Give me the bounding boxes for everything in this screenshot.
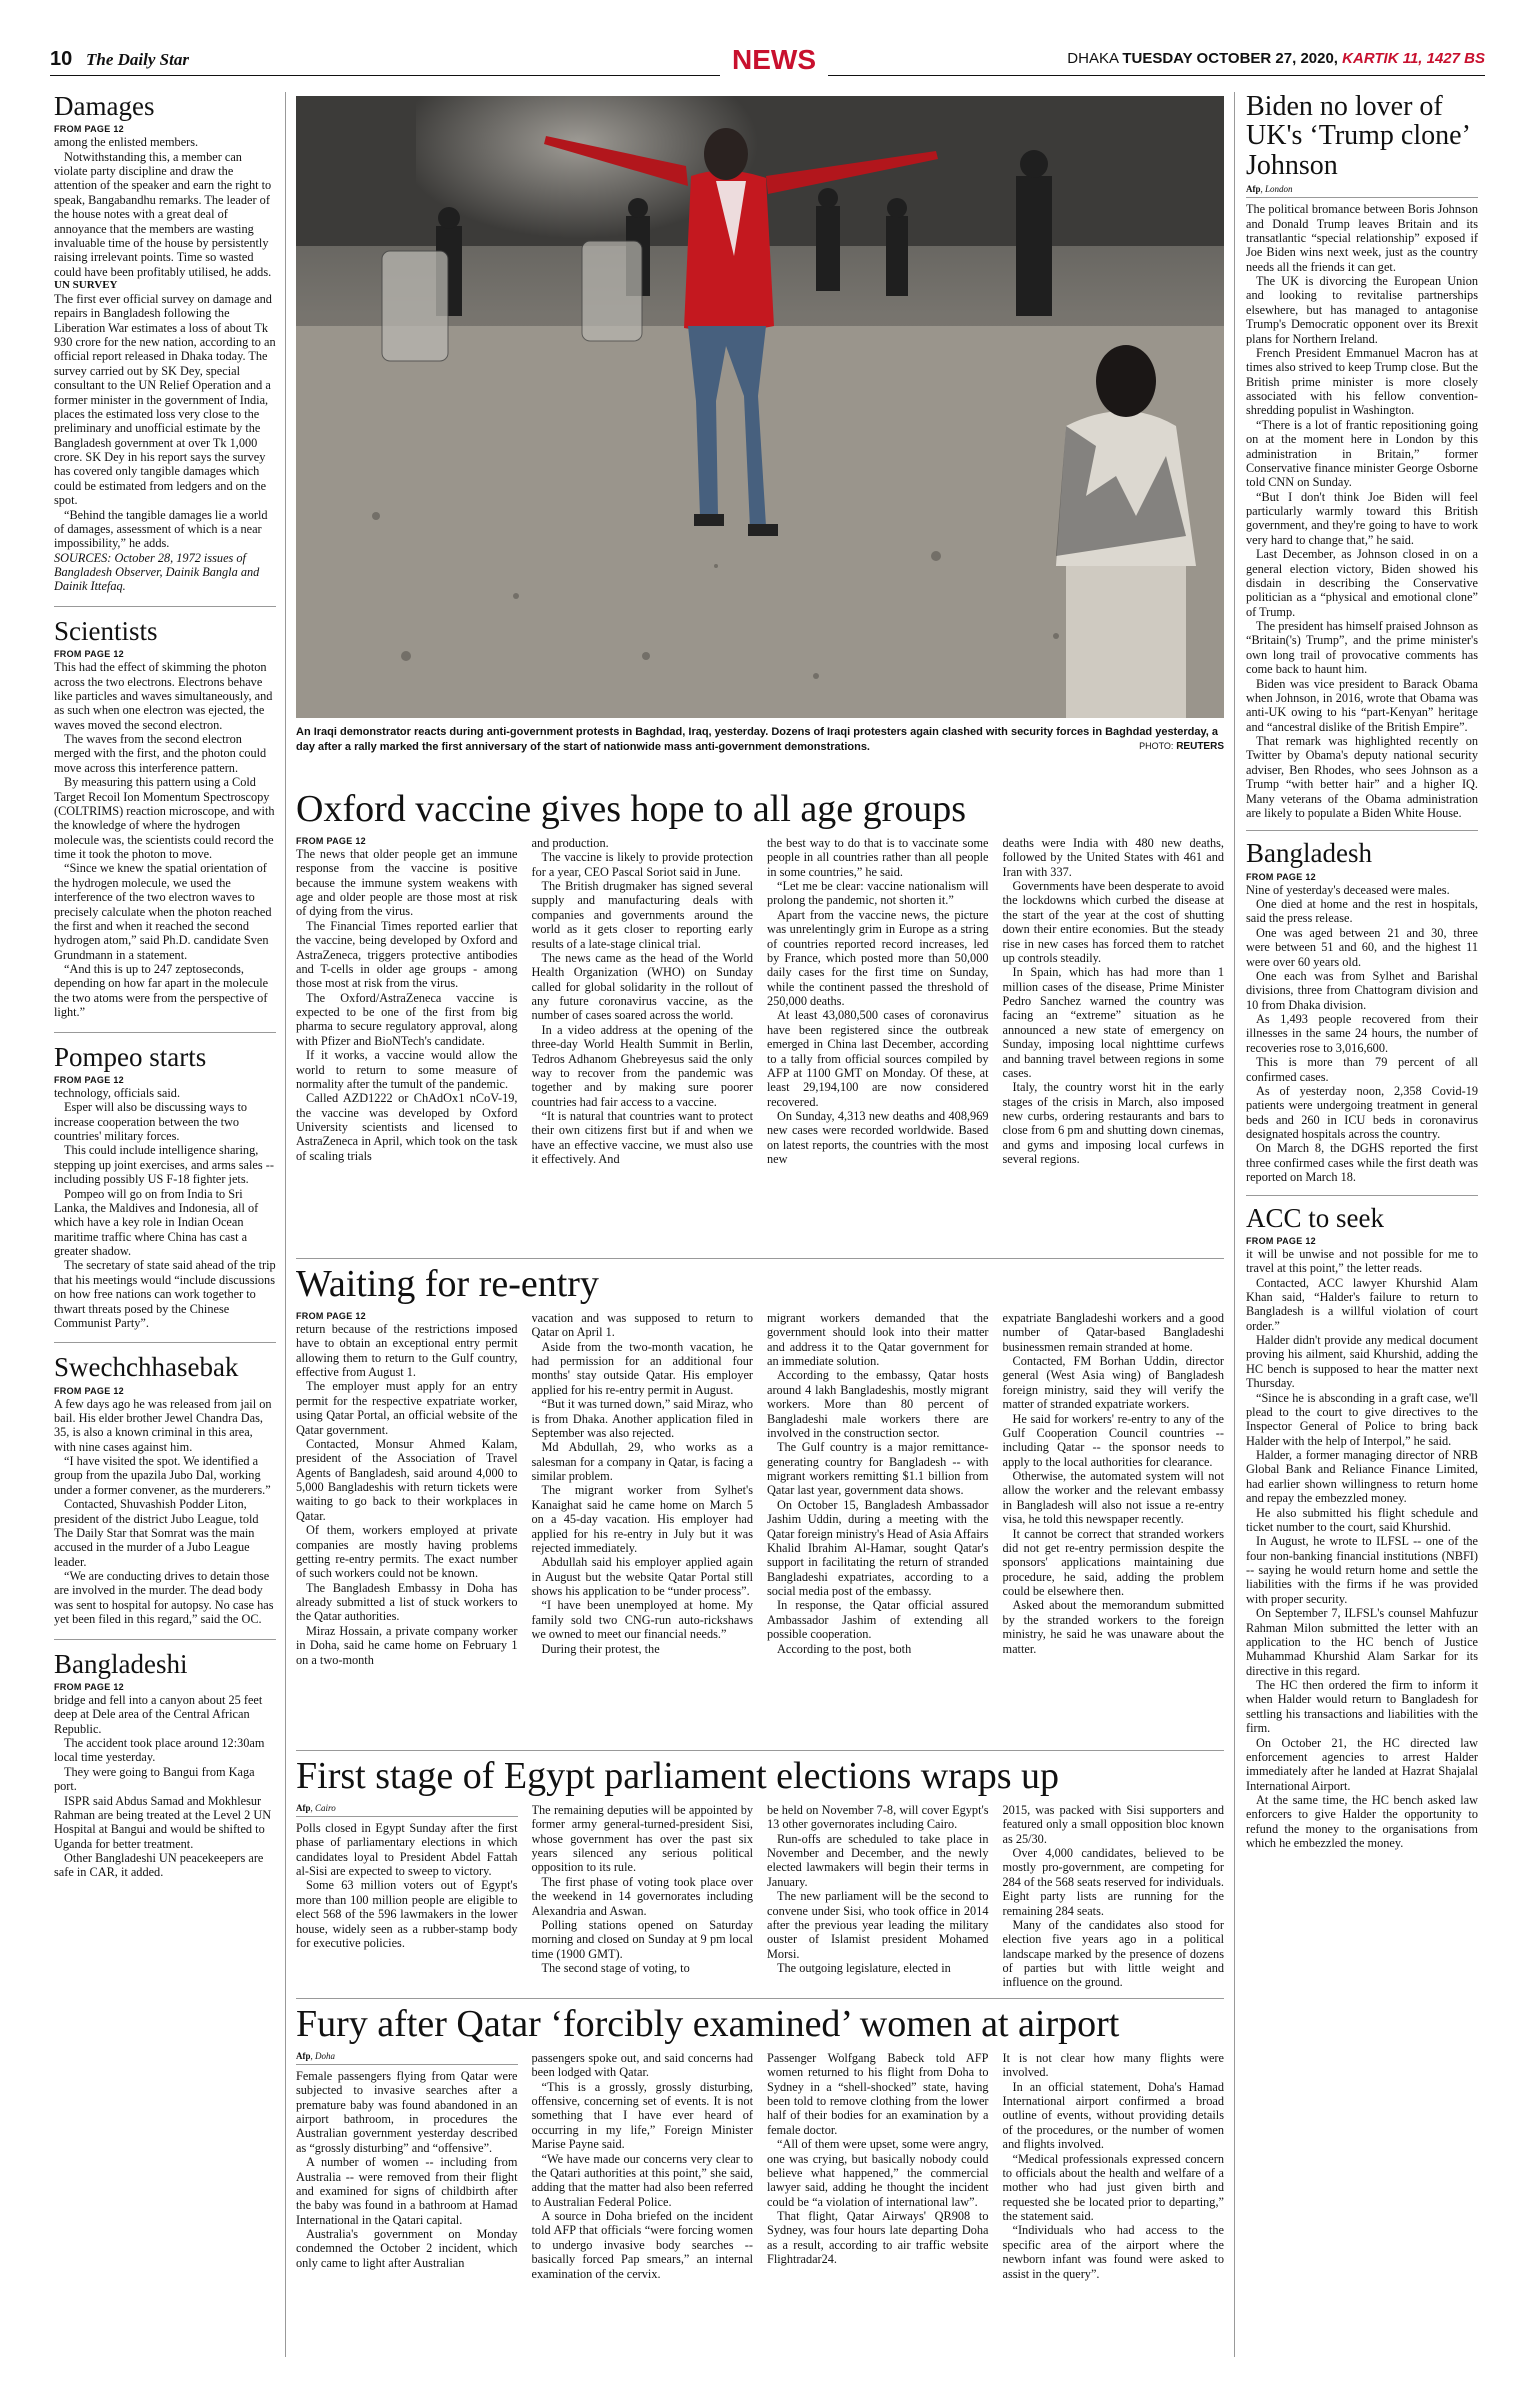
article-bangladeshi xyxy=(54,1650,276,1880)
paragraph: The vaccine is likely to provide protection for a year, CEO Pascal Soriot said in June. xyxy=(531,850,753,879)
paragraph: “We have made our concerns very clear to the Qatari authorities at this point,” she said, adding that the matter had also been referred to Australian Federal Police. xyxy=(531,2151,753,2209)
protest-photo-image xyxy=(296,96,1224,718)
paragraph: Governments have been desperate to avoid the lockdowns which curbed the disease at the start of the year at the cost of shutting down their entire economies. But the steady rise in new cases has forced them to ratchet up controls steadily. xyxy=(1002,879,1224,965)
paragraph: One each was from Sylhet and Barishal divisions, three from Chattogram division and 10 from Dhaka division. xyxy=(1246,968,1478,1012)
article-title: Fury after Qatar ‘forcibly examined’ women at airport xyxy=(296,2005,1120,2045)
paragraph: Contacted, Shuvashish Podder Liton, president of the district Jubo League, told The Daily Star that Somrat was the main accused in the murder of a Jubo League leader. xyxy=(54,1497,259,1569)
article-title: Oxford vaccine gives hope to all age groups xyxy=(296,790,967,830)
paragraph: In Spain, which has had more than 1 million cases of the disease, Prime Minister Pedro Sanchez warned the country was facing an “extreme” situation as he announced a new state of emergency on Sunday, imposing local nighttime curfews and banning travel between regions in some cases. xyxy=(1002,965,1224,1080)
paragraph: This is more than 79 percent of all confirmed cases. xyxy=(1246,1055,1478,1084)
paragraph: The Oxford/AstraZeneca vaccine is expected to be one of the first from big pharma to secure regulatory approval, along with Pfizer and BioNTech's candidate. xyxy=(296,990,518,1048)
paragraph: Aside from the two-month vacation, he had permission for an additional four months' stay outside Qatar. His employer applied for his re-entry permit in August. xyxy=(531,1339,753,1397)
paragraph: Last December, as Johnson closed in on a general election victory, Biden showed his disdain in describing the Conservative politician as a “physical and emotional clone” of Trump. xyxy=(1246,547,1478,619)
byline-agency: Afp xyxy=(1246,184,1261,195)
credit-label: PHOTO: xyxy=(1139,741,1174,752)
paragraph: be held on November 7-8, will cover Egypt's 13 other governorates including Cairo. xyxy=(767,1802,989,1832)
article-title: Biden no lover of UK's ‘Trump clone’ Johnson xyxy=(1246,92,1469,181)
text-column xyxy=(767,836,989,1167)
photo-credit xyxy=(1139,740,1224,754)
article-swechchhasebak xyxy=(54,1353,276,1626)
divider xyxy=(54,1032,276,1033)
text-column xyxy=(1003,1311,1225,1667)
paragraph: The political bromance between Boris Johnson and Donald Trump leaves Britain and its transatlantic “special relationship” exposed if Joe Biden wins next week, just as the country needs all the friends it can get. xyxy=(1246,202,1478,274)
paragraph: At the same time, the HC bench asked law enforcers to give Halder the opportunity to refund the money to the organisations from which he embezzled the money. xyxy=(1246,1793,1478,1851)
paragraph: The first ever official survey on damage and repairs in Bangladesh following the Liberation War estimates a loss of about Tk 930 crore for the new nation, according to an official report released in Dhaka today. The survey carried out by SK Dey, special consultant to the UN Relief Operation and a former minister in the government of India, places the estimated loss very close to the preliminary and unofficial estimate by the Bangladesh government at over Tk 1,000 crore. SK Dey in his report says the survey has covered only tangible damages which could be estimated from ledgers and on the spot. xyxy=(54,291,276,508)
paragraph: passengers spoke out, and said concerns had been lodged with Qatar. xyxy=(531,2050,753,2080)
from-page-kicker: FROM PAGE 12 xyxy=(54,1074,124,1085)
paragraph: technology, officials said. xyxy=(54,1085,181,1100)
paragraph: “I have been unemployed at home. My family sold two CNG-run auto-rickshaws we owned to meet our financial needs.” xyxy=(531,1598,753,1642)
article-damages xyxy=(54,92,276,594)
article-egypt-elections xyxy=(296,1757,1224,1997)
paragraph: Contacted, ACC lawyer Khurshid Alam Khan said, “Halder's failure to return to Bangladesh is a willful violation of court order.” xyxy=(1246,1275,1478,1333)
paragraph: During their protest, the xyxy=(541,1641,660,1656)
paragraph: A number of women -- including from Australia -- were removed from their flight and examined for signs of childbirth after the baby was found in a bathroom at Hamad International in the Qatari capital. xyxy=(296,2155,518,2227)
sources-note: SOURCES: October 28, 1972 issues of Bangladesh Observer, Dainik Bangla and Dainik Ittefaq. xyxy=(54,550,260,594)
paragraph: Polls closed in Egypt Sunday after the first phase of parliamentary elections in which candidates loyal to President Abdel Fattah al-Sisi are expected to sweep to victory. xyxy=(296,1820,518,1879)
paragraph: In a video address at the opening of the three-day World Health Summit in Berlin, Tedros Adhanom Ghebreyesus said the only way to recover from the pandemic was together and by making sure poorer countries had fair access to a vaccine. xyxy=(531,1022,753,1109)
paragraph: It cannot be correct that stranded workers did not get re-entry permission despite the sponsors' applications maintaining due procedure, he said, adding the problem could be elsewhere then. xyxy=(1002,1526,1224,1599)
paragraph: Pompeo will go on from India to Sri Lanka, the Maldives and Indonesia, all of which have a key role in Indian Ocean maritime traffic where China has cast a greater shadow. xyxy=(54,1186,259,1259)
text-column xyxy=(767,2051,989,2281)
divider xyxy=(54,606,276,607)
paragraph: Asked about the memorandum submitted by the stranded workers to the foreign ministry, he said he was unaware about the matter. xyxy=(1002,1598,1224,1656)
paragraph: Called AZD1222 or ChAdOx1 nCoV-19, the vaccine was developed by Oxford University scientists and licensed to AstraZeneca in April, which took on the task of scaling trials xyxy=(296,1091,518,1163)
article-qatar-airport xyxy=(296,2005,1224,2360)
paragraph: One died at home and the rest in hospitals, said the press release. xyxy=(1246,897,1478,926)
divider xyxy=(296,1258,1224,1259)
article-title: First stage of Egypt parliament elections wraps up xyxy=(296,1757,1059,1797)
article-title: Waiting for re-entry xyxy=(296,1265,599,1305)
paragraph: Passenger Wolfgang Babeck told AFP women returned to his flight from Doha to Sydney in a “shell-shocked” state, having been told to remove clothing from the lower half of their bodies for an examination by a female doctor. xyxy=(767,2050,989,2137)
byline-agency: Afp xyxy=(296,2050,311,2061)
paragraph: Miraz Hossain, a private company worker in Doha, said he came home on February 1 on a two-month xyxy=(296,1623,518,1667)
article-bangladesh xyxy=(1246,839,1478,1184)
paragraph: If it works, a vaccine would allow the world to return to some measure of normality after the tumult of the pandemic. xyxy=(296,1048,518,1091)
text-column xyxy=(532,836,754,1167)
paragraph: “I have visited the spot. We identified a group from the upazila Jubo Dal, working under a former convener, as the murderers.” xyxy=(54,1454,271,1497)
paragraph: That remark was highlighted recently on Twitter by Obama's deputy national security adviser, Ben Rhodes, who sees Johnson as a Trump “with better hair” and a higher IQ. Many veterans of the Obama administration are likely to populate a Biden White House. xyxy=(1246,734,1478,820)
text-column xyxy=(767,1311,989,1667)
text-column xyxy=(1003,836,1225,1167)
page-number: 10 xyxy=(50,48,73,70)
dateline-date: TUESDAY OCTOBER 27, 2020, xyxy=(1122,50,1338,67)
paragraph: According to the post, both xyxy=(777,1641,912,1656)
paragraph: deaths were India with 480 new deaths, followed by the United States with 461 and Iran with 337. xyxy=(1002,835,1224,879)
paragraph: This had the effect of skimming the photon across the two electrons. Electrons behave like particles and waves simultaneously, and as such when one electron was ejected, the waves moved the second electron. xyxy=(54,660,273,732)
paragraph: among the enlisted members. xyxy=(54,135,199,150)
paragraph: Esper will also be discussing ways to increase cooperation between the two countries' military forces. xyxy=(54,1100,248,1144)
paragraph: They were going to Bangui from Kaga port. xyxy=(54,1764,255,1794)
photo-caption xyxy=(296,725,1224,755)
paragraph: The secretary of state said ahead of the trip that his meetings would “include discussions on how free nations can work together to thwart threats posed by the Chinese Communist Party”. xyxy=(54,1258,276,1330)
article-title: Pompeo starts xyxy=(54,1041,207,1072)
paragraph: Halder, a former managing director of NRB Global Bank and Reliance Finance Limited, had earlier shown willingness to return home and repay the embezzled money. xyxy=(1246,1448,1478,1506)
paragraph: In August, he wrote to ILFSL -- one of the four non-banking financial institutions (NBFI) -- saying he would return home and settle the liabilities with the firms if he was provided with proper security. xyxy=(1246,1534,1478,1606)
masthead-logo: The Daily Star xyxy=(86,50,189,69)
paragraph: “Since we knew the spatial orientation of the hydrogen molecule, we used the interference of the two electron waves to precisely calculate when the photon reached the first and when it reached the second hydrogen atom,” said Ph.D. candidate Sven Grundmann in a statement. xyxy=(54,861,272,962)
paragraph: On March 8, the DGHS reported the first three confirmed cases while the first death was reported on March 18. xyxy=(1246,1141,1478,1185)
paragraph: “Let me be clear: vaccine nationalism will prolong the pandemic, not shorten it.” xyxy=(767,879,989,908)
paragraph: The outgoing legislature, elected in xyxy=(777,1961,951,1976)
paragraph: Abdullah said his employer applied again in August but the website Qatar Portal still shows his application to be “under process”. xyxy=(531,1555,753,1599)
article-waiting-reentry xyxy=(296,1265,1224,1750)
paragraph: Nine of yesterday's deceased were males. xyxy=(1246,882,1450,897)
paragraph: Female passengers flying from Qatar were subjected to invasive searches after a premature baby was found abandoned in an airport bathroom, in procedures the Australian government yesterday described as “grossly disturbing” and “offensive”. xyxy=(296,2068,518,2155)
paragraph: Otherwise, the automated system will not allow the worker and the relevant embassy in Bangladesh will also not issue a re-entry visa, he told this newspaper recently. xyxy=(1002,1469,1224,1527)
paragraph: “This is a grossly, grossly disturbing, offensive, concerning set of events. It is not something that I have ever heard of occurring in my life,” Foreign Minister Marise Payne said. xyxy=(531,2079,753,2152)
paragraph: Italy, the country worst hit in the early stages of the crisis in March, also imposed new curbs, ordering restaurants and bars to close from 6 pm and shutting down cinemas, and gyms and imposing local curfews in several regions. xyxy=(1002,1080,1224,1167)
article-oxford-vaccine xyxy=(296,790,1224,1260)
paragraph: Halder didn't provide any medical document proving his ailment, said Khurshid, adding the HC bench is supposed to hear the matter next Thursday. xyxy=(1246,1333,1478,1391)
paragraph: As 1,493 people recovered from their illnesses in the same 24 hours, the number of recoveries rose to 3,016,600. xyxy=(1246,1012,1478,1055)
paragraph: The employer must apply for an entry permit for the respective expatriate worker, using Qatar Portal, an official website of the Qatar government. xyxy=(296,1379,518,1437)
paragraph: This could include intelligence sharing, stepping up joint exercises, and arms sales -- including possibly US F-18 fighter jets. xyxy=(54,1143,274,1187)
article-title: Scientists xyxy=(54,615,158,646)
paragraph: At least 43,080,500 cases of coronavirus have been registered since the outbreak emerged in China last December, according to a tally from official sources compiled by AFP at 1100 GMT on Monday. Of these, at least 29,194,100 are now considered recovered. xyxy=(767,1008,989,1109)
paragraph: As of yesterday noon, 2,358 Covid-19 patients were undergoing treatment in general beds and 260 in ICU beds in coronavirus designated hospitals across the country. xyxy=(1246,1083,1478,1142)
byline: Afp, Cairo xyxy=(296,1803,518,1817)
byline-agency: Afp xyxy=(296,1802,311,1813)
text-column xyxy=(296,836,518,1167)
paragraph: On Sunday, 4,313 new deaths and 408,969 new cases were recorded worldwide. Based on latest reports, the countries with the most new xyxy=(767,1109,989,1167)
article-title: ACC to seek xyxy=(1246,1202,1384,1233)
paragraph: The Gulf country is a major remittance-generating country for Bangladesh -- with migrant workers remitting $1.1 billion from Qatar last year, government data shows. xyxy=(767,1440,989,1498)
paragraph: The second stage of voting, to xyxy=(541,1961,690,1976)
from-page-kicker: FROM PAGE 12 xyxy=(54,1681,124,1692)
column-rule xyxy=(1234,92,1235,2357)
paragraph: It is not clear how many flights were involved. xyxy=(1002,2050,1224,2080)
byline: Afp, London xyxy=(1246,184,1478,198)
from-page-kicker: FROM PAGE 12 xyxy=(54,649,124,660)
paragraph: expatriate Bangladeshi workers and a good number of Qatar-based Bangladeshi businessmen remain stranded at home. xyxy=(1002,1310,1224,1354)
dateline-city: DHAKA xyxy=(1067,50,1119,67)
paragraph: On September 7, ILFSL's counsel Mahfuzur Rahman Milon submitted the letter with an application to the HC bench of Justice Muhammad Khurshid Alam Sarkar for its directive in this regard. xyxy=(1246,1606,1478,1678)
paragraph: “All of them were upset, some were angry, one was crying, but basically nobody could believe what happened,” the commercial lawyer said, adding he thought the incident could be “a violation of international law”. xyxy=(767,2137,989,2209)
text-column xyxy=(532,1803,754,1990)
paragraph: bridge and fell into a canyon about 25 feet deep at Dele area of the Central African Republic. xyxy=(54,1692,263,1736)
paragraph: On October 21, the HC directed law enforcement agencies to arrest Halder immediately after he landed at Hazrat Shajalal International Airport. xyxy=(1246,1735,1478,1793)
paragraph: 2015, was packed with Sisi supporters and featured only a small opposition bloc known as 25/30. xyxy=(1002,1802,1224,1846)
paragraph: Many of the candidates also stood for election five years ago in a political landscape marked by the presence of dozens of parties but with little weight and influence on the ground. xyxy=(1002,1917,1224,1990)
text-column xyxy=(532,2051,754,2281)
paragraph: the best way to do that is to vaccinate some people in all countries rather than all people in some countries,” he said. xyxy=(767,835,989,879)
divider xyxy=(1246,830,1478,831)
credit-source: REUTERS xyxy=(1176,741,1224,753)
caption-text: An Iraqi demonstrator reacts during anti-government protests in Baghdad, Iraq, yesterday. Dozens of Iraqi protesters again clashed with security forces in Baghdad yesterday, a day after a rally marked the first anniversary of the start of nationwide mass anti-government demonstrations. xyxy=(296,726,1218,753)
from-page-kicker: FROM PAGE 12 xyxy=(54,1385,124,1396)
paragraph: Biden was vice president to Barack Obama when Johnson, in 2016, wrote that Obama was anti-UK owing to his “part-Kenyan” heritage and “ancestral dislike of the British Empire”. xyxy=(1246,676,1478,734)
left-column xyxy=(54,92,276,2357)
paragraph: The HC then ordered the firm to inform it when Halder would return to Bangladesh for settling his transactions and liabilities with the firm. xyxy=(1246,1678,1478,1736)
text-column xyxy=(1003,2051,1225,2281)
section-title: NEWS xyxy=(720,44,828,76)
paragraph: In an official statement, Doha's Hamad International airport confirmed a broad outline of events, without providing details of the procedures, or the number of women and flights involved. xyxy=(1002,2079,1224,2152)
paragraph: The Bangladesh Embassy in Doha has already submitted a list of stuck workers to the Qatar authorities. xyxy=(296,1580,518,1624)
paragraph: Md Abdullah, 29, who works as a salesman for a company in Qatar, is facing a similar problem. xyxy=(531,1440,753,1484)
paragraph: “But I don't think Joe Biden will feel particularly warmly toward this British government, and they're going to have to work very hard to change that,” he said. xyxy=(1246,489,1478,547)
from-page-kicker: FROM PAGE 12 xyxy=(1246,1235,1316,1246)
paragraph: According to the embassy, Qatar hosts around 4 lakh Bangladeshis, mostly migrant workers. More than 80 percent of Bangladeshi male workers there are involved in the construction sector. xyxy=(767,1368,989,1440)
paragraph: A few days ago he was released from jail on bail. His elder brother Jewel Chandra Das, 35, is also a known criminal in this area, with nine cases against him. xyxy=(54,1396,272,1454)
paragraph: vacation and was supposed to return to Qatar on April 1. xyxy=(531,1310,753,1340)
divider xyxy=(54,1342,276,1343)
byline: Afp, Doha xyxy=(296,2051,518,2065)
paragraph: “But it was turned down,” said Miraz, who is from Dhaka. Another application filed in September was also rejected. xyxy=(531,1397,753,1440)
paragraph: By measuring this pattern using a Cold Target Recoil Ion Momentum Spectroscopy (COLTRIMS) reaction microscope, and with the knowledge of where the hydrogen molecule was, the scientists could record the time it took the photon to move. xyxy=(54,775,275,862)
dateline-bangla: KARTIK 11, 1427 BS xyxy=(1342,50,1485,67)
subhead: UN SURVEY xyxy=(54,279,118,292)
paragraph: He said for workers' re-entry to any of the Gulf Cooperation Council countries -- including Qatar -- the sponsor needs to apply to the local authorities for clearance. xyxy=(1002,1411,1224,1469)
divider xyxy=(296,1750,1224,1751)
article-acc xyxy=(1246,1204,1478,1851)
paragraph: migrant workers demanded that the government should look into their matter and address it to the Qatar government for an immediate solution. xyxy=(767,1310,989,1369)
paragraph: Other Bangladeshi UN peacekeepers are safe in CAR, it added. xyxy=(54,1851,264,1880)
paragraph: “Medical professionals expressed concern to officials about the health and welfare of a mother who had just given birth and requested she be located prior to departing,” the statement said. xyxy=(1002,2151,1224,2224)
paragraph: “It is natural that countries want to protect their own citizens first but if and when we have an effective vaccine, we must also use it effectively. And xyxy=(531,1109,753,1167)
paragraph: The waves from the second electron merged with the first, and the photon could move across this interference pattern. xyxy=(54,732,267,775)
paragraph: Of them, workers employed at private companies are mostly having problems getting re-entry permits. The exact number of such workers could not be known. xyxy=(296,1523,518,1581)
paragraph: The migrant worker from Sylhet's Kanaighat said he came home on March 5 on a 45-day vacation. His employer had applied for his re-entry in July but it was rejected immediately. xyxy=(531,1483,753,1555)
paragraph: The accident took place around 12:30am local time yesterday. xyxy=(54,1736,265,1765)
paragraph: “Individuals who had access to the specific area of the airport where the newborn infant was found were asked to assist in the query”. xyxy=(1002,2223,1224,2281)
paragraph: “Since he is absconding in a graft case, we'll plead to the court to give directives to the Inspector General of Police to bring back Halder with the help of Interpol,” he said. xyxy=(1246,1390,1478,1448)
paragraph: A source in Doha briefed on the incident told AFP that officials “were forcing women to undergo invasive body searches -- basically forced Pap smears,” an internal examination of the cervix. xyxy=(531,2209,753,2281)
paragraph: The remaining deputies will be appointed by former army general-turned-president Sisi, whose government has over the past six years silenced any serious political opposition to its rule. xyxy=(531,1802,753,1875)
text-column xyxy=(296,2051,518,2281)
paragraph: The first phase of voting took place over the weekend in 14 governorates including Alexandria and Aswan. xyxy=(531,1874,753,1918)
article-title: Bangladesh xyxy=(1246,838,1372,869)
article-biden xyxy=(1246,92,1478,820)
paragraph: In response, the Qatar official assured Ambassador Jashim of extending all possible cooperation. xyxy=(767,1598,989,1642)
news-photo xyxy=(296,96,1224,718)
right-column xyxy=(1246,92,1478,2357)
paragraph: French President Emmanuel Macron has at times also strived to keep Trump close. But the British prime minister is more closely associated with his fellow convention-shredding populist in Washington. xyxy=(1246,345,1478,418)
paragraph: Apart from the vaccine news, the picture was unrelentingly grim in Europe as a string of countries reported record increases, led by France, which posted more than 50,000 daily cases for the first time on Sunday, while the continent passed the threshold of 250,000 deaths. xyxy=(767,907,989,1009)
article-pompeo xyxy=(54,1043,276,1331)
from-page-kicker: FROM PAGE 12 xyxy=(1246,871,1316,882)
paragraph: “And this is up to 247 zeptoseconds, depending on how far apart in the molecule the two atoms were from the perspective of light.” xyxy=(54,962,269,1020)
paragraph: Over 4,000 candidates, believed to be mostly pro-government, are competing for 284 of the 568 seats reserved for individuals. Eight party lists are running for the remaining 284 seats. xyxy=(1002,1846,1224,1918)
paragraph: The Financial Times reported earlier that the vaccine, being developed by Oxford and AstraZeneca, triggers protective antibodies and T-cells in older age groups - among those most at risk from the virus. xyxy=(296,918,518,991)
paragraph: “We are conducting drives to detain those are involved in the murder. The dead body was sent to hospital for autopsy. No case has yet been filed in this regard,” said the OC. xyxy=(54,1569,274,1627)
paragraph: The new parliament will be the second to convene under Sisi, who took office in 2014 after the previous year leading the military ouster of Islamist president Mohamed Morsi. xyxy=(767,1889,989,1961)
paragraph: Contacted, FM Borhan Uddin, director general (West Asia wing) of Bangladesh foreign ministry, said they will verify the matter of stranded expatriate workers. xyxy=(1002,1354,1224,1412)
dateline xyxy=(1067,50,1485,67)
text-column xyxy=(532,1311,754,1667)
from-page-kicker: FROM PAGE 12 xyxy=(54,124,124,135)
paragraph: On October 15, Bangladesh Ambassador Jashim Uddin, during a meeting with the Qatar foreign ministry's Head of Asia Affairs Khalid Ibrahim Al-Hamar, sought Qatar's support in facilitating the return of stranded Bangladeshi expatriates, according to a social media post of the embassy. xyxy=(767,1497,989,1599)
article-title: Bangladeshi xyxy=(54,1648,188,1679)
paragraph: it will be unwise and not possible for me to travel at this point,” the letter reads. xyxy=(1246,1246,1478,1276)
paragraph: and production. xyxy=(531,835,609,850)
text-column xyxy=(1003,1803,1225,1990)
paragraph: return because of the restrictions imposed have to obtain an exceptional entry permit allowing them to return to the Gulf country, effective from August 1. xyxy=(296,1321,518,1380)
article-title: Swechchhasebak xyxy=(54,1352,239,1383)
divider xyxy=(296,1998,1224,1999)
paragraph: He also submitted his flight schedule and ticket number to the court, said Khurshid. xyxy=(1246,1505,1478,1534)
from-page-kicker: FROM PAGE 12 xyxy=(296,835,366,846)
divider xyxy=(54,1639,276,1640)
paragraph: Polling stations opened on Saturday morning and closed on Sunday at 9 pm local time (1900 GMT). xyxy=(531,1917,753,1961)
article-title: Damages xyxy=(54,92,155,121)
byline-place: Cairo xyxy=(315,1802,336,1813)
text-column xyxy=(767,1803,989,1990)
page-header xyxy=(50,44,1485,78)
paragraph: ISPR said Abdus Samad and Mokhlesur Rahman are being treated at the Level 2 UN Hospital at Bangui and would be shifted to Uganda for better treatment. xyxy=(54,1793,272,1851)
paragraph: “Behind the tangible damages lie a world of damages, assessment of which is a near impossibility,” he adds. xyxy=(54,507,268,551)
text-column xyxy=(296,1311,518,1667)
paragraph: The British drugmaker has signed several supply and manufacturing deals with companies and governments around the world as it gets closer to reporting early results of a late-stage clinical trial. xyxy=(531,879,753,951)
paragraph: Run-offs are scheduled to take place in November and December, and the newly elected lawmakers will begin their terms in January. xyxy=(767,1831,989,1889)
paragraph: That flight, Qatar Airways' QR908 to Sydney, was four hours late departing Doha as a result, according to air traffic website Flightradar24. xyxy=(767,2209,989,2267)
paragraph: The news that older people get an immune response from the vaccine is positive because the immune system weakens with age and older people are those most at risk of dying from the virus. xyxy=(296,846,518,919)
byline-place: Doha xyxy=(315,2050,336,2061)
byline-place: London xyxy=(1265,184,1293,195)
paragraph: Some 63 million voters out of Egypt's more than 100 million people are eligible to elect 568 of the 596 lawmakers in the lower house, widely seen as a rubber-stamp body for executive policies. xyxy=(296,1878,518,1950)
paragraph: Australia's government on Monday condemned the October 2 incident, which only came to light after Australian xyxy=(296,2227,518,2270)
text-column xyxy=(296,1803,518,1990)
paragraph: The UK is divorcing the European Union and looking to revitalise partnerships elsewhere, but has managed to antagonise Trump's Democratic opponent over its Brexit plans for Northern Ireland. xyxy=(1246,274,1478,346)
paragraph: “There is a lot of frantic repositioning going on at the moment here in London by this administration in Britain,” former Conservative finance minister George Osborne told CNN on Sunday. xyxy=(1246,417,1478,490)
from-page-kicker: FROM PAGE 12 xyxy=(296,1310,366,1321)
paragraph: One was aged between 21 and 30, three were between 51 and 60, and the highest 11 were over 60 years old. xyxy=(1246,925,1478,969)
column-rule xyxy=(285,92,286,2357)
article-scientists xyxy=(54,617,276,1020)
paragraph: Contacted, Monsur Ahmed Kalam, president of the Association of Travel Agents of Bangladesh, said around 4,000 to 5,000 Bangladeshis with return tickets were waiting to go back to their workplaces in Qatar. xyxy=(296,1436,518,1523)
paragraph: Notwithstanding this, a member can violate party discipline and draw the attention of the speaker and earn the right to speak, Bangabandhu remarks. The leader of the house notes with a great deal of annoyance that the members are wasting invaluable time of the house by persistently raising irrelevant points. Time so wasted could have been profitably utilised, he adds. xyxy=(54,149,272,279)
paragraph: The news came as the head of the World Health Organization (WHO) on Sunday called for global solidarity in the rollout of any future coronavirus vaccine, as the number of cases soared across the world. xyxy=(531,950,753,1023)
paragraph: The president has himself praised Johnson as “Britain('s) Trump”, and the prime minister's own long trail of provocative comments has come back to haunt him. xyxy=(1246,619,1478,677)
divider xyxy=(1246,1195,1478,1196)
